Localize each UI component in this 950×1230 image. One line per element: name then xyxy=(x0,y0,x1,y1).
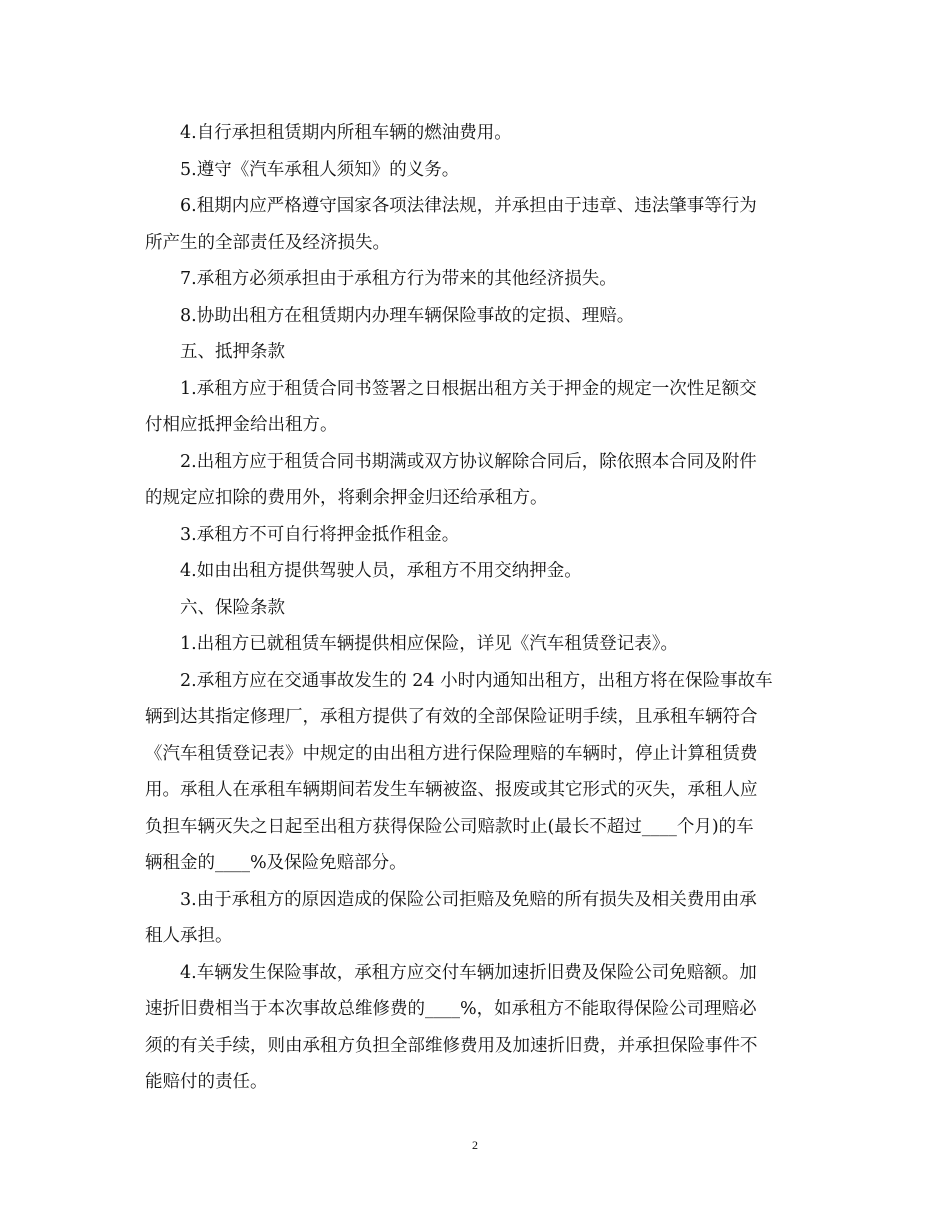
text-line: 4.如由出租方提供驾驶人员，承租方不用交纳押金。 xyxy=(180,561,582,581)
clause-paragraph xyxy=(145,626,805,663)
text-line: 租人承担。 xyxy=(145,926,233,946)
page-number: 2 xyxy=(472,1138,478,1152)
text-line: 6.租期内应严格遵守国家各项法律法规，并承担由于违章、违法肇事等行为 xyxy=(180,196,757,216)
text-line: 负担车辆灭失之日起至出租方获得保险公司赔款时止(最长不超过____个月)的车 xyxy=(145,816,754,837)
text-line: 速折旧费相当于本次事故总维修费的____%，如承租方不能取得保险公司理赔必 xyxy=(145,999,757,1019)
text-line: 能赔付的责任。 xyxy=(145,1072,268,1092)
text-line: 辆租金的____%及保险免赔部分。 xyxy=(145,853,407,873)
clause-paragraph xyxy=(145,955,805,1101)
text-line: 1.出租方已就租赁车辆提供相应保险，详见《汽车租赁登记表》。 xyxy=(180,634,678,654)
text-line: 4.自行承担租赁期内所租车辆的燃油费用。 xyxy=(180,123,512,143)
text-line: 付相应抵押金给出租方。 xyxy=(145,415,338,435)
clause-paragraph xyxy=(145,115,805,152)
text-line: 辆到达其指定修理厂，承租方提供了有效的全部保险证明手续，且承租车辆符合 xyxy=(145,707,758,727)
text-line: 2.承租方应在交通事故发生的 24 小时内通知出租方，出租方将在保险事故车 xyxy=(180,670,773,691)
clause-paragraph xyxy=(145,298,805,335)
clause-paragraph xyxy=(145,663,805,882)
document-body xyxy=(145,115,805,1101)
clause-paragraph xyxy=(145,188,805,261)
clause-paragraph xyxy=(145,553,805,590)
text-line: 3.承租方不可自行将押金抵作租金。 xyxy=(180,524,460,545)
clause-paragraph xyxy=(145,517,805,554)
text-line: 4.车辆发生保险事故，承租方应交付车辆加速折旧费及保险公司免赔额。加 xyxy=(180,962,757,983)
section-heading xyxy=(145,334,805,371)
clause-paragraph xyxy=(145,882,805,955)
text-line: 8.协助出租方在租赁期内办理车辆保险事故的定损、理赔。 xyxy=(180,305,635,326)
clause-paragraph xyxy=(145,261,805,298)
clause-paragraph xyxy=(145,152,805,189)
text-line: 六、保险条款 xyxy=(180,597,285,618)
text-line: 须的有关手续，则由承租方负担全部维修费用及加速折旧费，并承担保险事件不 xyxy=(145,1035,758,1056)
text-line: 1.承租方应于租赁合同书签署之日根据出租方关于押金的规定一次性足额交 xyxy=(180,378,757,399)
text-line: 3.由于承租方的原因造成的保险公司拒赔及免赔的所有损失及相关费用由承 xyxy=(180,889,757,910)
section-heading xyxy=(145,590,805,627)
text-line: 的规定应扣除的费用外，将剩余押金归还给承租方。 xyxy=(145,488,548,508)
text-line: 7.承租方必须承担由于承租方行为带来的其他经济损失。 xyxy=(180,269,617,289)
text-line: 2.出租方应于租赁合同书期满或双方协议解除合同后，除依照本合同及附件 xyxy=(180,451,757,472)
text-line: 《汽车租赁登记表》中规定的由出租方进行保险理赔的车辆时，停止计算租赁费 xyxy=(145,743,758,764)
text-line: 用。承租人在承租车辆期间若发生车辆被盗、报废或其它形式的灭失，承租人应 xyxy=(145,780,758,800)
text-line: 五、抵押条款 xyxy=(180,342,285,362)
clause-paragraph xyxy=(145,444,805,517)
text-line: 5.遵守《汽车承租人须知》的义务。 xyxy=(180,159,460,180)
text-line: 所产生的全部责任及经济损失。 xyxy=(145,232,390,253)
clause-paragraph xyxy=(145,371,805,444)
